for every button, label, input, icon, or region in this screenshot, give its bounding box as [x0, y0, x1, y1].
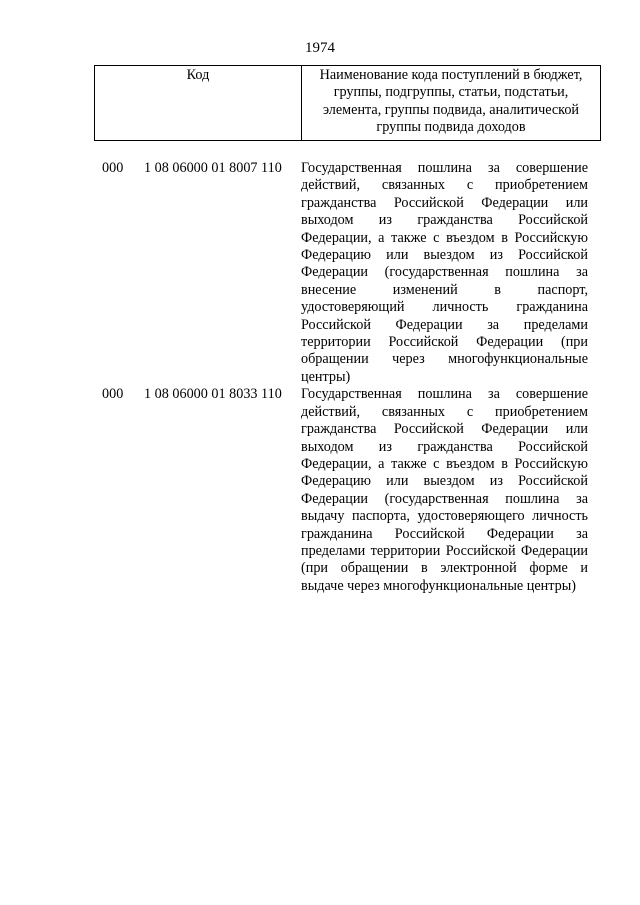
income-codes-list — [0, 160, 640, 595]
header-row — [95, 66, 601, 141]
row-admin-code: 000 — [102, 386, 124, 403]
row-description: Государственная пошлина за совершение действий, связанных с приобретением гражданства Российской Федерации или выходом из гражданства Российской Федерации, а также с въездом в Российскую Федерацию или выездом из Российской Федерации (государственная пошлина за выдачу паспорта, удостоверяющего личность гражданина Российской Федерации за пределами территории Российской Федерации (при обращении в электронной форме и выдаче через многофункциональные центры) — [301, 386, 588, 594]
row-income-code: 1 08 06000 01 8007 110 — [144, 160, 282, 176]
table-row — [0, 386, 640, 595]
table-row — [0, 160, 640, 386]
header-code-cell: Код — [95, 66, 302, 141]
row-admin-code: 000 — [102, 160, 124, 176]
page-number: 1974 — [305, 40, 335, 56]
header-name-cell: Наименование кода поступлений в бюджет, группы, подгруппы, статьи, подстатьи, элемента, группы подвида, аналитической группы подвида доходов — [302, 66, 601, 141]
row-description: Государственная пошлина за совершение действий, связанных с приобретением гражданства Российской Федерации или выходом из гражданства Российской Федерации, а также с въездом в Российскую Федерацию или выездом из Российской Федерации (государственная пошлина за внесение изменений в паспорт, удостоверяющий личность гражданина Российской Федерации за пределами территории Российской Федерации (при обращении через многофункциональные центры) — [301, 160, 588, 385]
row-income-code: 1 08 06000 01 8033 110 — [144, 386, 282, 403]
header-table — [94, 65, 601, 141]
